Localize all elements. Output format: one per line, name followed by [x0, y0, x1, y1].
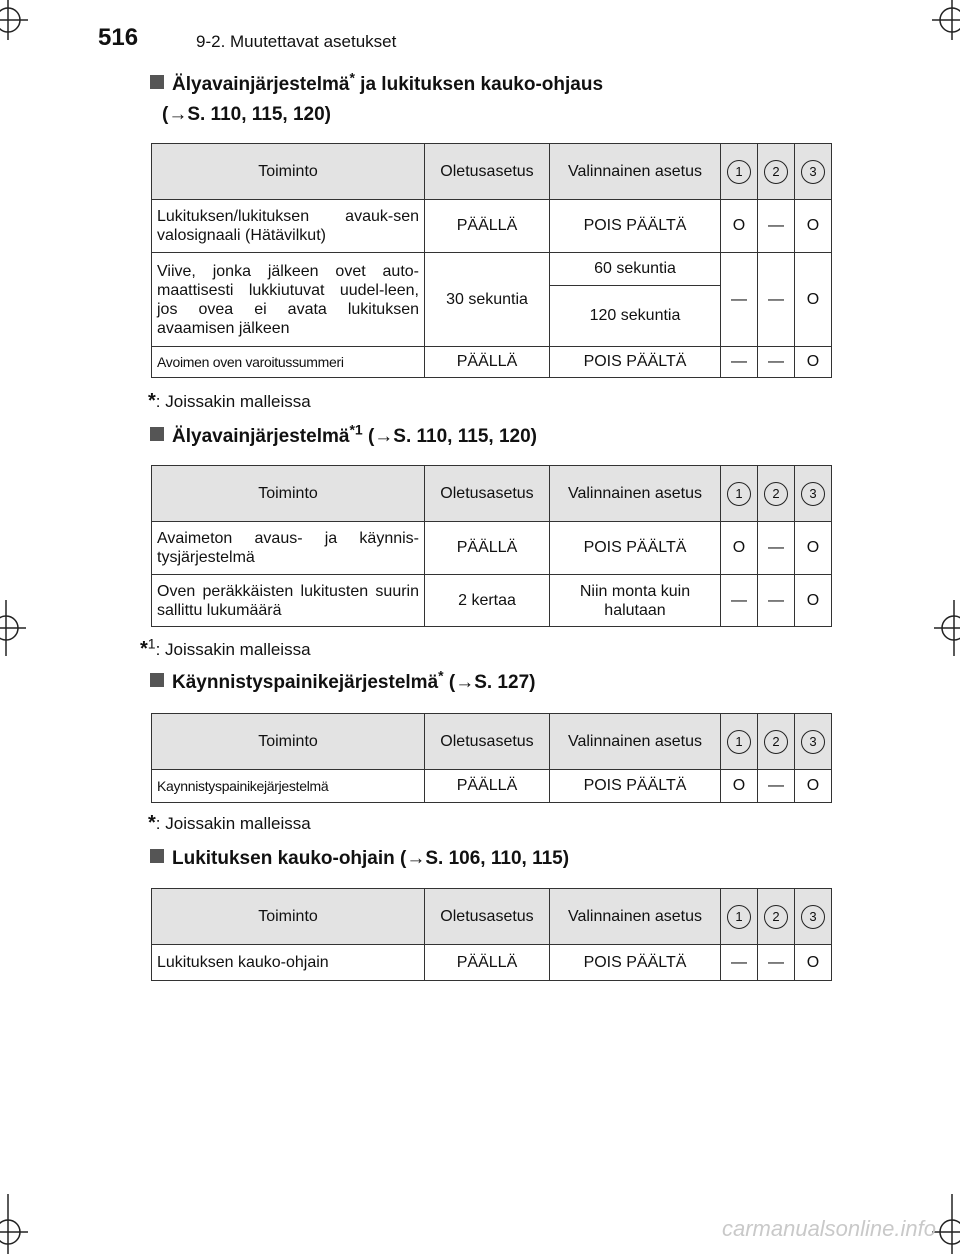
- table-header-row: [152, 144, 832, 200]
- cell-col-3: O: [795, 347, 832, 378]
- table-row: [152, 575, 832, 627]
- bullet-square-icon: [150, 75, 164, 89]
- cell-col-2: —: [758, 575, 795, 627]
- section-3-footnote: *: Joissakin malleissa: [148, 812, 311, 834]
- table-row: [152, 253, 832, 286]
- circled-number-2: 2: [764, 905, 788, 929]
- section-1-footnote: *: Joissakin malleissa: [148, 390, 311, 412]
- cell-optional: POIS PÄÄLTÄ: [550, 200, 721, 253]
- circled-number-1: 1: [727, 905, 751, 929]
- cell-col-3: O: [795, 770, 832, 803]
- bullet-square-icon: [150, 673, 164, 687]
- cell-default: PÄÄLLÄ: [425, 770, 550, 803]
- header-default: Oletusasetus: [425, 889, 550, 945]
- header-function: Toiminto: [152, 466, 425, 522]
- section-4-title: Lukituksen kauko-ohjain (→S. 106, 110, 115): [150, 844, 569, 874]
- header-optional: Valinnainen asetus: [550, 889, 721, 945]
- cell-col-3: O: [795, 253, 832, 347]
- cell-optional: 120 sekuntia: [550, 286, 721, 347]
- header-optional: Valinnainen asetus: [550, 144, 721, 200]
- circled-number-1: 1: [727, 482, 751, 506]
- section-3-table: [151, 713, 832, 803]
- cell-default: 30 sekuntia: [425, 253, 550, 347]
- circled-number-3: 3: [801, 482, 825, 506]
- table-row: [152, 200, 832, 253]
- cell-col-2: —: [758, 347, 795, 378]
- cell-function: Kaynnistyspainikejärjestelmä: [152, 770, 425, 803]
- cell-function: Lukituksen kauko-ohjain: [152, 945, 425, 981]
- cell-default: 2 kertaa: [425, 575, 550, 627]
- cell-function: Avoimen oven varoitussummeri: [152, 347, 425, 378]
- table-row: [152, 770, 832, 803]
- circled-number-3: 3: [801, 160, 825, 184]
- running-title: 9-2. Muutettavat asetukset: [196, 32, 397, 51]
- section-2-table: [151, 465, 832, 627]
- circled-number-2: 2: [764, 160, 788, 184]
- header-function: Toiminto: [152, 889, 425, 945]
- cell-col-1: O: [721, 522, 758, 575]
- cell-col-3: O: [795, 945, 832, 981]
- circled-number-2: 2: [764, 482, 788, 506]
- bullet-square-icon: [150, 849, 164, 863]
- circled-number-1: 1: [727, 730, 751, 754]
- section-1-table: [151, 143, 832, 378]
- header-optional: Valinnainen asetus: [550, 714, 721, 770]
- table-header-row: [152, 714, 832, 770]
- cell-optional: 60 sekuntia: [550, 253, 721, 286]
- cell-col-1: —: [721, 575, 758, 627]
- circled-number-3: 3: [801, 905, 825, 929]
- cell-col-2: —: [758, 770, 795, 803]
- cell-col-2: —: [758, 200, 795, 253]
- cell-default: PÄÄLLÄ: [425, 347, 550, 378]
- cell-optional: Niin monta kuin halutaan: [550, 575, 721, 627]
- section-4-table: [151, 888, 832, 981]
- cell-function: Avaimeton avaus- ja käynnis-tysjärjestelmä: [152, 522, 425, 575]
- circled-number-2: 2: [764, 730, 788, 754]
- section-2-title: Älyavainjärjestelmä$^{*1}$ (→S. 110, 115, 120): [150, 422, 537, 452]
- crop-mark-mid-right: [920, 600, 960, 660]
- cell-default: PÄÄLLÄ: [425, 522, 550, 575]
- circled-number-1: 1: [727, 160, 751, 184]
- header-optional: Valinnainen asetus: [550, 466, 721, 522]
- cell-col-1: O: [721, 200, 758, 253]
- crop-mark-top-right: [900, 0, 960, 60]
- cell-col-2: —: [758, 522, 795, 575]
- table-row: [152, 522, 832, 575]
- cell-default: PÄÄLLÄ: [425, 945, 550, 981]
- cell-col-1: —: [721, 945, 758, 981]
- cell-col-2: —: [758, 945, 795, 981]
- cell-optional: POIS PÄÄLTÄ: [550, 522, 721, 575]
- table-row: [152, 347, 832, 378]
- cell-col-3: O: [795, 200, 832, 253]
- crop-mark-top-left: [0, 0, 60, 60]
- crop-mark-bottom-left: [0, 1174, 60, 1254]
- header-function: Toiminto: [152, 144, 425, 200]
- watermark: carmanualsonline.info: [721, 1216, 936, 1241]
- table-row: [152, 945, 832, 981]
- circled-number-3: 3: [801, 730, 825, 754]
- cell-col-1: —: [721, 253, 758, 347]
- cell-function: Viive, jonka jälkeen ovet auto-maattisesti lukkiutuvat uudel-leen, jos ovea ei avata lukituksen avaamisen jälkeen: [152, 253, 425, 347]
- header-function: Toiminto: [152, 714, 425, 770]
- cell-function: Lukituksen/lukituksen avauk-sen valosignaali (Hätävilkut): [152, 200, 425, 253]
- section-3-title: Käynnistyspainikejärjestelmä* (→S. 127): [150, 668, 535, 698]
- crop-mark-bottom-right: [900, 1174, 960, 1254]
- cell-function: Oven peräkkäisten lukitusten suurin sallittu lukumäärä: [152, 575, 425, 627]
- table-header-row: [152, 466, 832, 522]
- cell-col-3: O: [795, 522, 832, 575]
- table-header-row: [152, 889, 832, 945]
- cell-default: PÄÄLLÄ: [425, 200, 550, 253]
- section-2-footnote: *$^1$: Joissakin malleissa: [140, 635, 311, 660]
- bullet-square-icon: [150, 427, 164, 441]
- section-1-title: Älyavainjärjestelmä* ja lukituksen kauko-ohjaus (→S. 110, 115, 120): [150, 70, 603, 130]
- cell-col-3: O: [795, 575, 832, 627]
- cell-optional: POIS PÄÄLTÄ: [550, 347, 721, 378]
- page-number: 516: [98, 24, 139, 51]
- header-default: Oletusasetus: [425, 144, 550, 200]
- header-default: Oletusasetus: [425, 466, 550, 522]
- cell-col-1: —: [721, 347, 758, 378]
- cell-col-2: —: [758, 253, 795, 347]
- cell-col-1: O: [721, 770, 758, 803]
- cell-optional: POIS PÄÄLTÄ: [550, 945, 721, 981]
- header-default: Oletusasetus: [425, 714, 550, 770]
- crop-mark-mid-left: [0, 600, 40, 660]
- cell-optional: POIS PÄÄLTÄ: [550, 770, 721, 803]
